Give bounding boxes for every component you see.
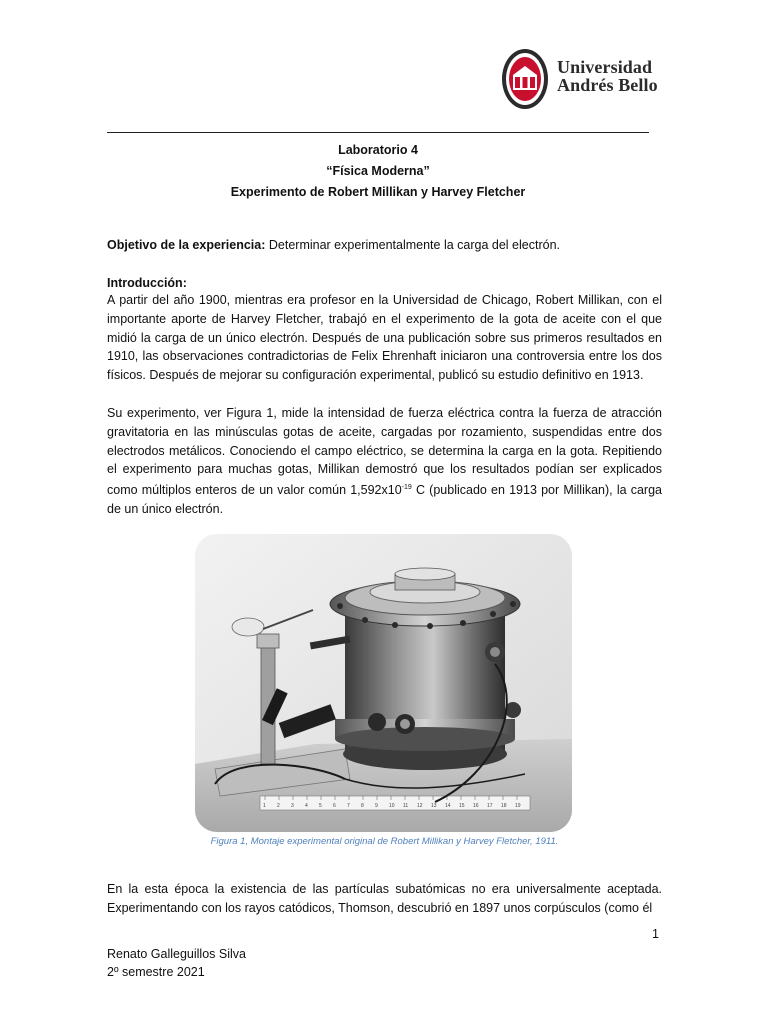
page-number: 1 (652, 927, 659, 941)
objective-paragraph (107, 236, 662, 255)
figure-caption: Figura 1, Montaje experimental original de Robert Millikan y Harvey Fletcher, 1911. (210, 836, 559, 847)
logo-line-2: Andrés Bello (557, 75, 658, 95)
title-lab: Laboratorio 4 (338, 143, 418, 157)
semester: 2º semestre 2021 (107, 965, 205, 979)
intro-paragraph-2 (107, 404, 662, 519)
university-name (557, 58, 658, 94)
exponent: -19 (401, 484, 412, 492)
intro-p2-text-a: Su experimento, ver Figura 1, mide la intensidad de fuerza eléctrica contra la fuerza de atracción gravitatoria en las minúsculas gotas de aceite, cargadas por rozamiento, suspendidas entre dos electrodos metálicos. Conociendo el campo eléctrico, se determina la carga en la gota. Repitiendo el experimento para muchas gotas, Millikan demostró que los resultados podían ser explicados como múltiplos enteros de un valor común 1,592x10 (107, 406, 662, 498)
figure-1-photo (195, 534, 572, 832)
ruler-number: 18 (501, 803, 507, 809)
ruler-number: 7 (347, 803, 350, 809)
objective-label: Objetivo de la experiencia: (107, 238, 266, 252)
header-divider (107, 132, 649, 133)
intro-paragraph-3: En la esta época la existencia de las partículas subatómicas no era universalmente aceptada. Experimentando con los rayos catódicos, Thomson, descubrió en 1897 unos corpúsculos (como él (107, 882, 662, 915)
intro-paragraph-1: A partir del año 1900, mientras era profesor en la Universidad de Chicago, Robert Millikan, con el importante aporte de Harvey Fletcher, trabajó en el experimento de la gota de aceite con el que midió la carga de un único electrón. Después de una publicación sobre sus primeros resultados en 1910, las observaciones contradictorias de Felix Ehrenhaft iniciaron una controversia entre los dos físicos. Después de mejorar su configuración experimental, publicó su estudio definitivo en 1913. (107, 293, 662, 383)
ruler-number: 19 (515, 803, 521, 809)
title-experiment: Experimento de Robert Millikan y Harvey Fletcher (230, 185, 526, 199)
ruler-number: 9 (375, 803, 378, 809)
ruler-number: 10 (389, 803, 395, 809)
ruler-number: 3 (291, 803, 294, 809)
university-crest-icon (500, 46, 550, 112)
logo-line-1: Universidad (557, 57, 653, 77)
introduction-heading: Introducción: (107, 276, 187, 290)
author-name: Renato Galleguillos Silva (107, 947, 246, 961)
ruler-number: 2 (277, 803, 280, 809)
university-logo (500, 46, 660, 112)
objective-text: Determinar experimentalmente la carga del electrón. (265, 238, 560, 252)
intro-p2-text-b: C (publicado en 1913 por Millikan), la carga de un único electrón. (107, 483, 662, 516)
ruler-number: 4 (305, 803, 308, 809)
footer (107, 945, 246, 981)
ruler-number: 16 (473, 803, 479, 809)
title-subject: “Física Moderna” (326, 164, 430, 178)
ruler-number: 5 (319, 803, 322, 809)
ruler-number: 12 (417, 803, 423, 809)
document-title (107, 140, 649, 203)
ruler-number: 13 (431, 803, 437, 809)
ruler-number: 17 (487, 803, 493, 809)
ruler-number: 11 (403, 803, 409, 809)
ruler-number: 8 (361, 803, 364, 809)
ruler-number: 14 (445, 803, 451, 809)
ruler-number: 15 (459, 803, 465, 809)
ruler-number: 6 (333, 803, 336, 809)
ruler-number: 1 (263, 803, 266, 809)
